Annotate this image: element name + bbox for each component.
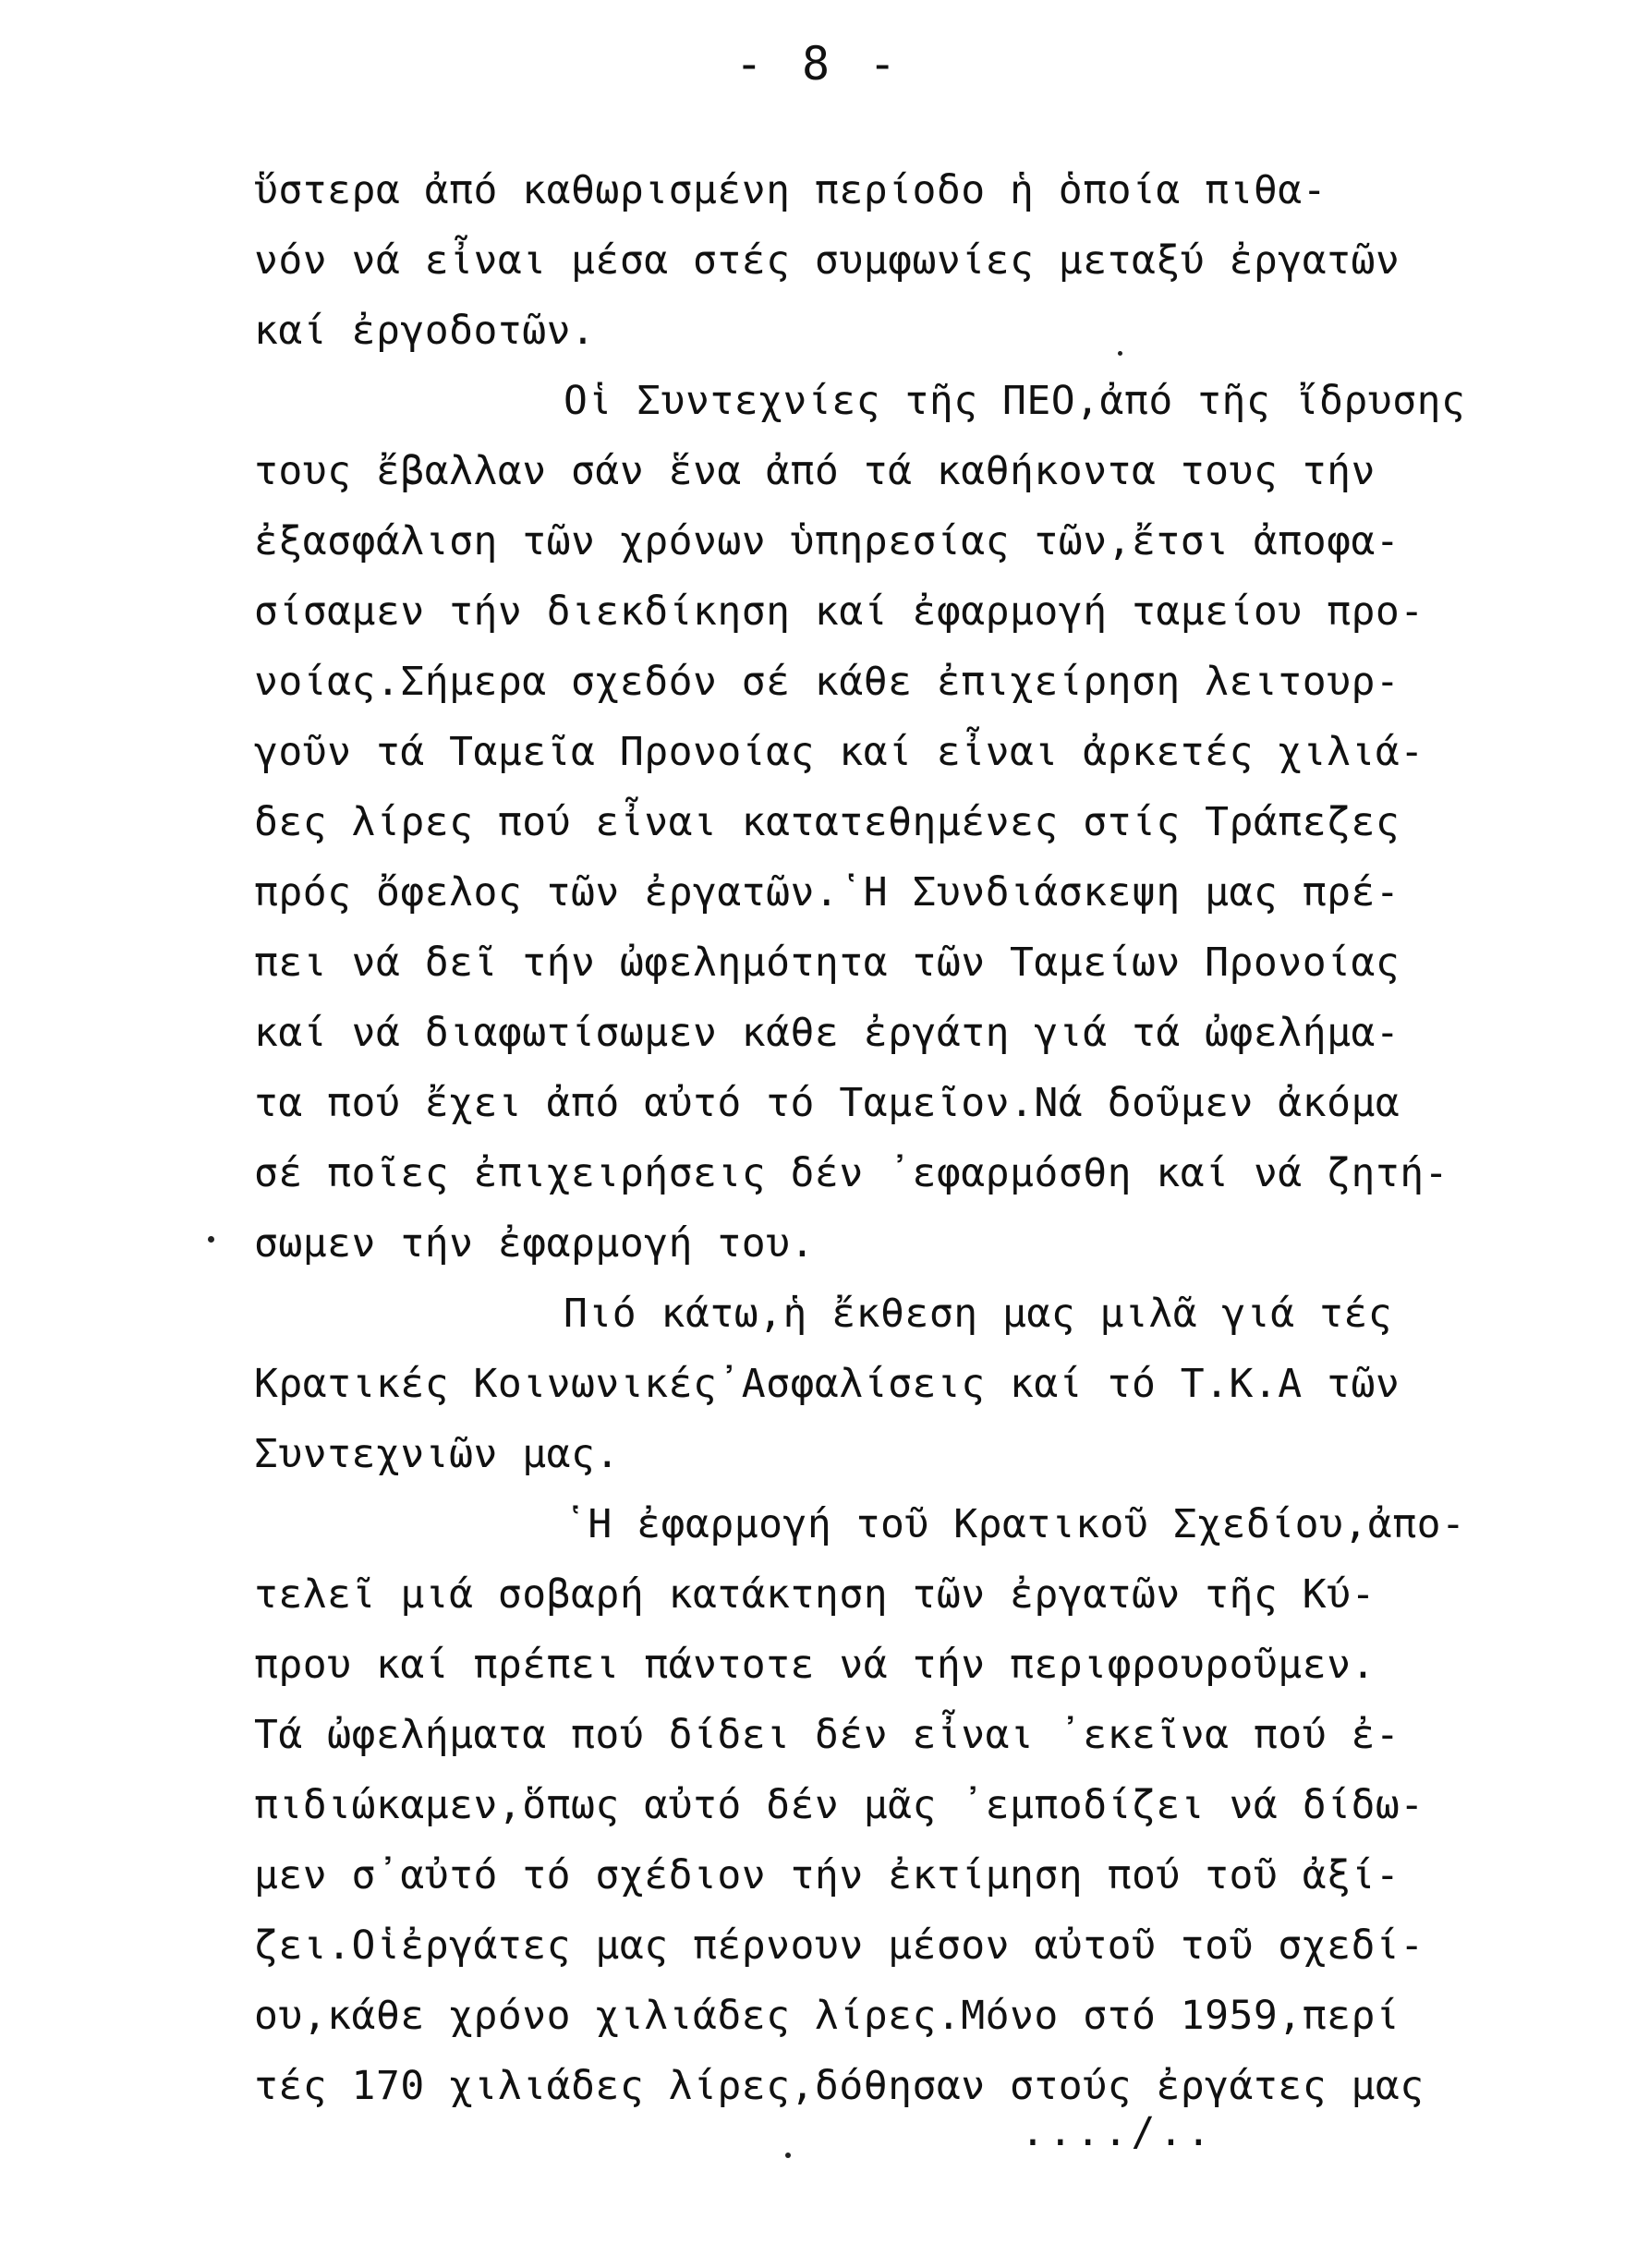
text-line: μεν σ᾽αὐτό τό σχέδιον τήν ἐκτίμηση πού τοῦ ἀξί- — [254, 1852, 1401, 1898]
text-line: Κρατικές Κοινωνικές᾽Ασφαλίσεις καί τό Τ.Κ.Α τῶν — [254, 1361, 1401, 1407]
text-line: πιδιώκαμεν,ὅπως αὐτό δέν μᾶς ᾽εμποδίζει νά δίδω- — [254, 1782, 1425, 1828]
text-line: καί νά διαφωτίσωμεν κάθε ἐργάτη γιά τά ὠφελήμα- — [254, 1010, 1401, 1056]
text-line: πρός ὄφελος τῶν ἐργατῶν.῾Η Συνδιάσκεψη μας πρέ- — [254, 869, 1401, 916]
text-line: ου,κάθε χρόνο χιλιάδες λίρες.Μόνο στό 1959,περί — [254, 1993, 1401, 2039]
ink-speck — [785, 2153, 791, 2158]
ink-speck — [208, 1236, 214, 1243]
text-line: πρου καί πρέπει πάντοτε νά τήν περιφρουροῦμεν. — [254, 1642, 1376, 1688]
text-line: σωμεν τήν ἐφαρμογή του. — [254, 1220, 815, 1267]
body-text — [254, 155, 1584, 2121]
text-line: καί ἐργοδοτῶν. — [254, 308, 596, 354]
text-line: Οἱ Συντεχνίες τῆς ΠΕΟ,ἀπό τῆς ἴδρυσης — [564, 378, 1466, 424]
text-line: σίσαμεν τήν διεκδίκηση καί ἐφαρμογή ταμείου προ- — [254, 588, 1425, 635]
text-line: νοίας.Σήμερα σχεδόν σέ κάθε ἐπιχείρηση λειτουρ- — [254, 659, 1401, 705]
text-line: τα πού ἔχει ἀπό αὐτό τό Ταμεῖον.Νά δοῦμεν ἀκόμα — [254, 1080, 1401, 1126]
text-line: δες λίρες πού εἶναι κατατεθημένες στίς Τράπεζες — [254, 799, 1401, 845]
text-line: Συντεχνιῶν μας. — [254, 1431, 620, 1477]
text-line: σέ ποῖες ἐπιχειρήσεις δέν ᾽εφαρμόσθη καί νά ζητή- — [254, 1150, 1449, 1196]
text-line: ῾Η ἐφαρμογή τοῦ Κρατικοῦ Σχεδίου,ἀπο- — [564, 1501, 1466, 1547]
text-line: γοῦν τά Ταμεῖα Προνοίας καί εἶναι ἀρκετές χιλιά- — [254, 729, 1425, 775]
text-line: νόν νά εἶναι μέσα στές συμφωνίες μεταξύ ἐργατῶν — [254, 237, 1401, 284]
text-line: ἐξασφάλιση τῶν χρόνων ὑπηρεσίας τῶν,ἔτσι ἀποφα- — [254, 518, 1401, 564]
text-line: τελεῖ μιά σοβαρή κατάκτηση τῶν ἐργατῶν τῆς Κύ- — [254, 1571, 1376, 1618]
text-line: τές 170 χιλιάδες λίρες,δόθησαν στούς ἐργάτες μας — [254, 2063, 1425, 2109]
text-line: πει νά δεῖ τήν ὠφελημότητα τῶν Ταμείων Προνοίας — [254, 940, 1401, 986]
page-number: - 8 - — [734, 37, 903, 91]
text-line: Τά ὠφελήματα πού δίδει δέν εἶναι ᾽εκεῖνα πού ἐ- — [254, 1712, 1401, 1758]
continuation-mark: ..../.. — [1021, 2109, 1215, 2155]
text-line: ὕστερα ἀπό καθωρισμένη περίοδο ἡ ὁποία πιθα- — [254, 167, 1328, 213]
ink-speck — [1118, 351, 1122, 356]
text-line: Πιό κάτω,ἡ ἔκθεση μας μιλᾶ γιά τές — [564, 1291, 1393, 1337]
text-line: ζει.Οἱἐργάτες μας πέρνουν μέσον αὐτοῦ τοῦ σχεδί- — [254, 1922, 1425, 1969]
text-line: τους ἔβαλλαν σάν ἕνα ἀπό τά καθήκοντα τους τήν — [254, 448, 1376, 494]
